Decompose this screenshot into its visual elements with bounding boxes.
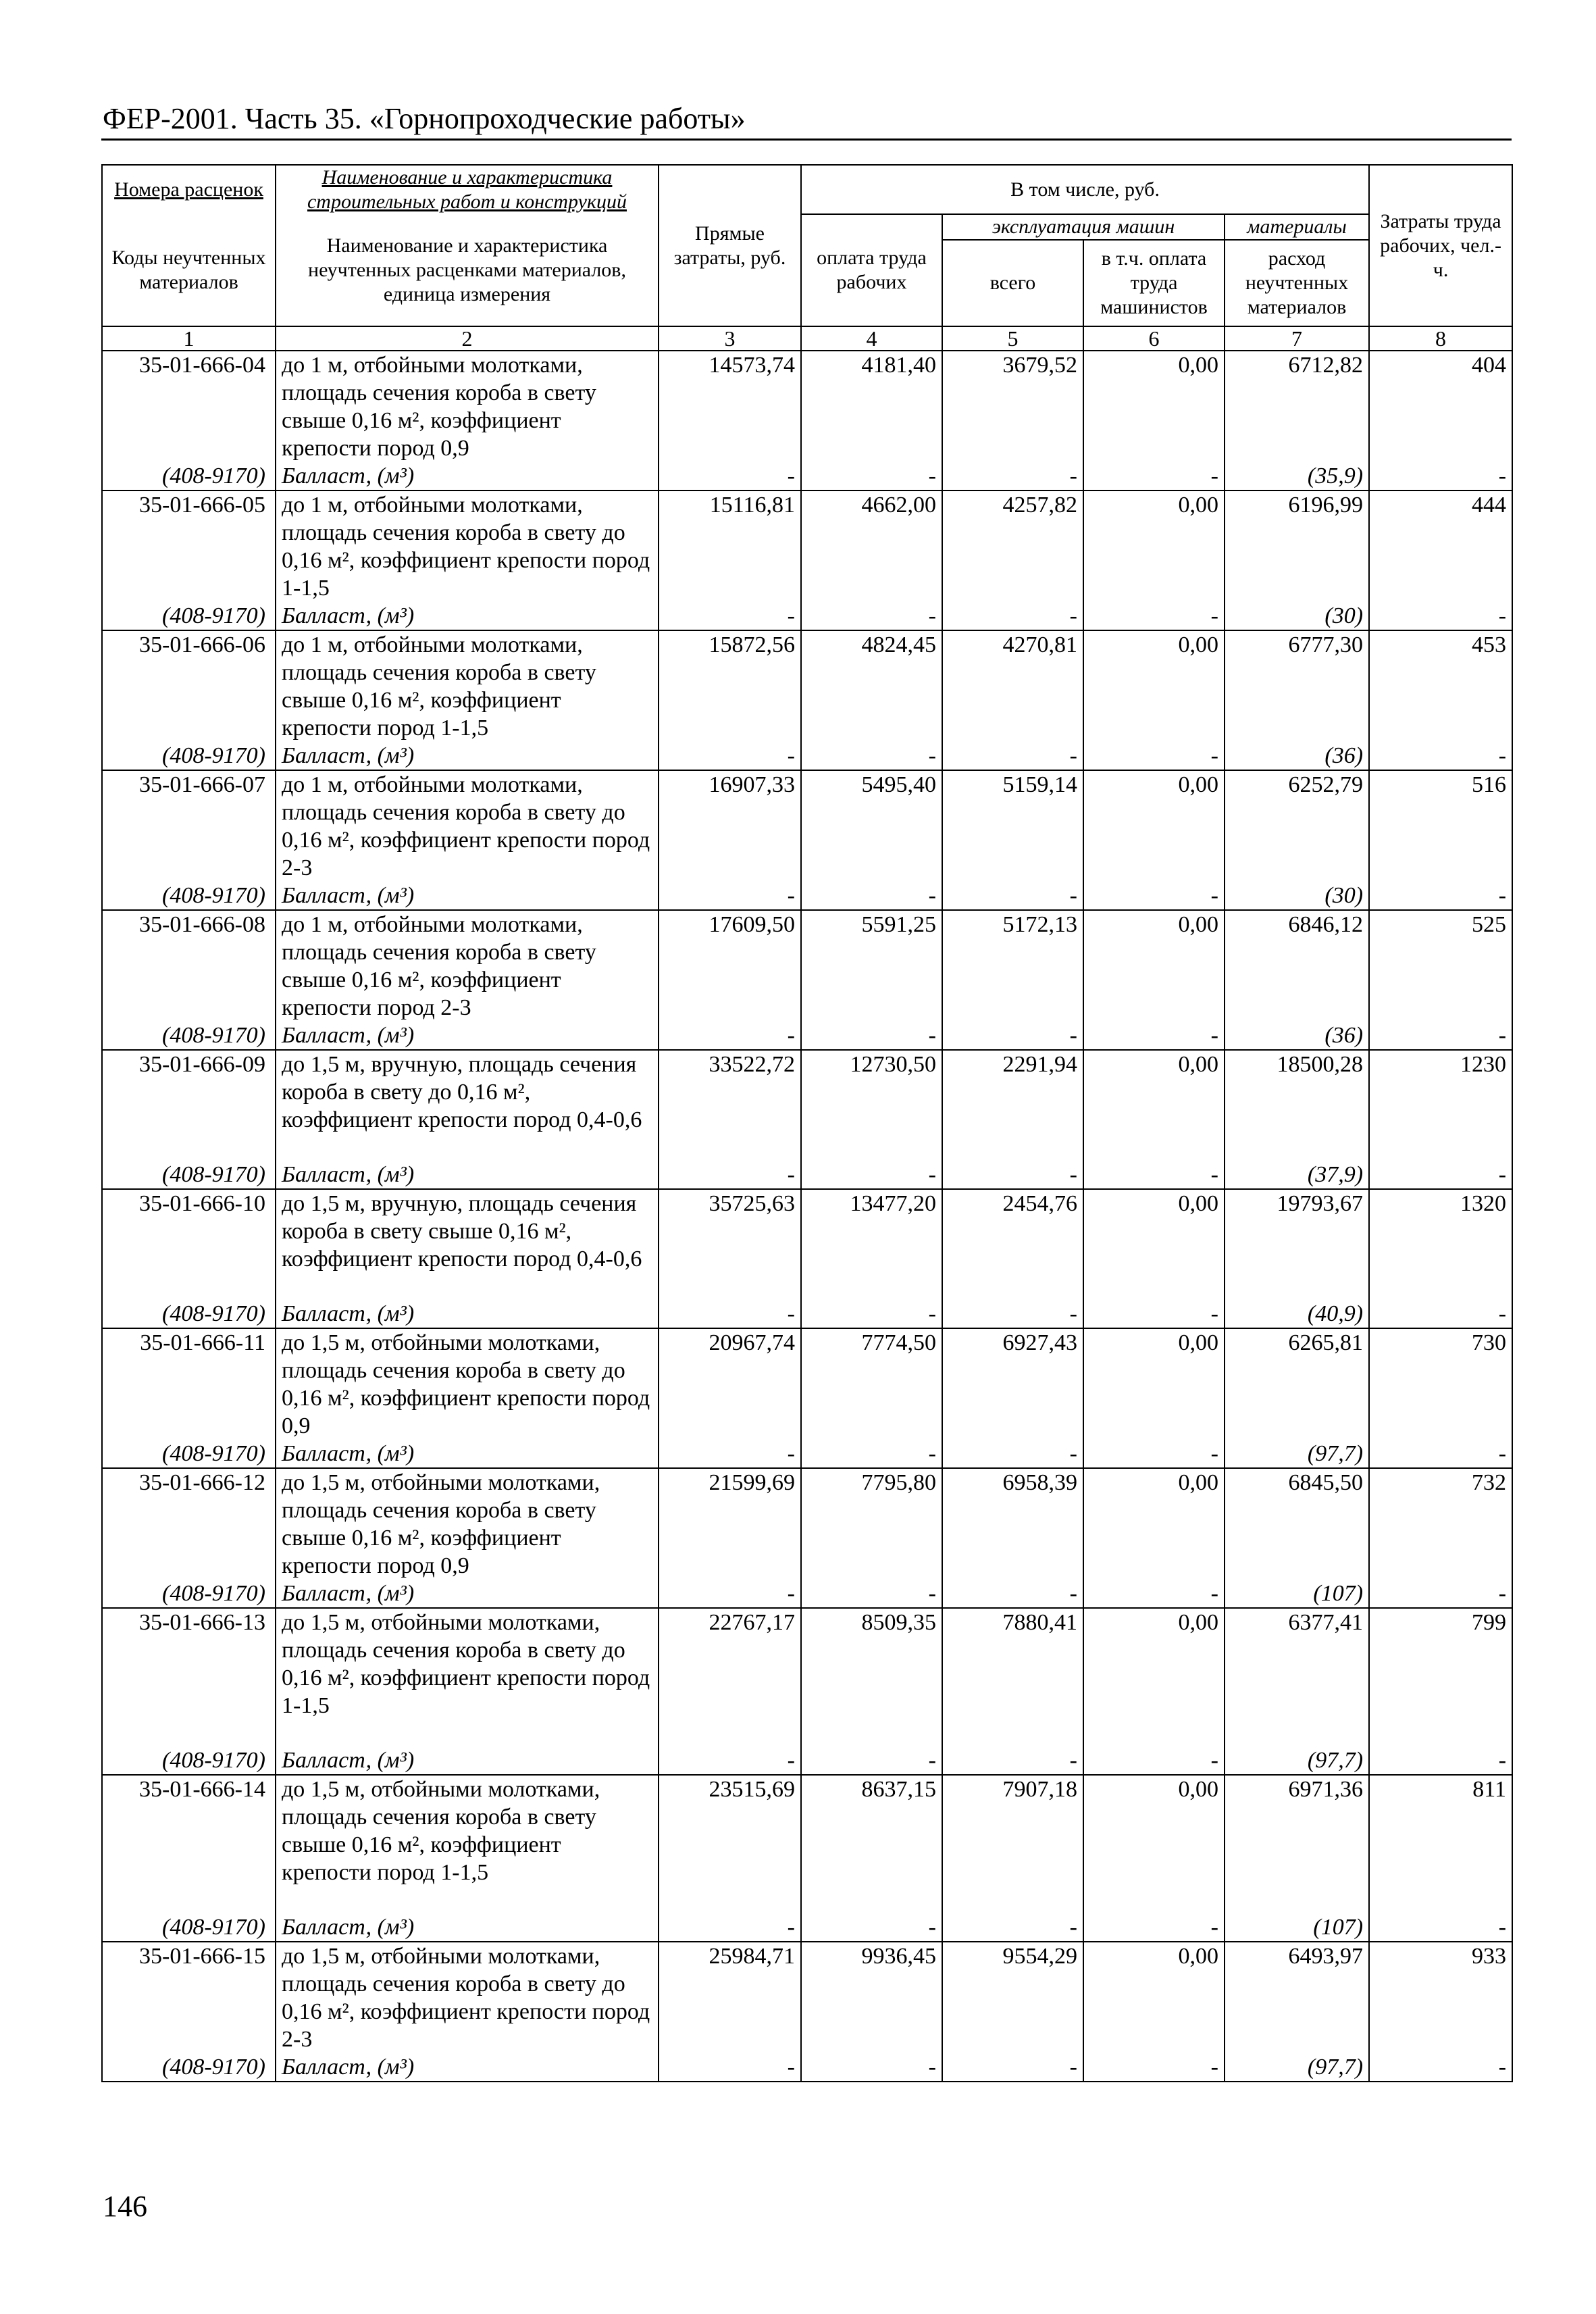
header-rate-numbers: Номера расценок <box>102 165 276 214</box>
direct-cost: 15116,81 <box>659 491 801 602</box>
work-description: до 1,5 м, вручную, площадь сечения короба в свету свыше 0,16 м², коэффициент крепости пород 0,4-0,6 <box>276 1189 659 1300</box>
machines-total: - <box>942 1440 1083 1468</box>
machinist-pay: - <box>1083 1440 1225 1468</box>
material-row <box>102 1913 1512 1942</box>
direct-cost: - <box>659 602 801 630</box>
machines-total: 7907,18 <box>942 1775 1083 1913</box>
material-code: (408-9170) <box>102 1161 276 1189</box>
direct-cost: - <box>659 1022 801 1050</box>
materials-cost: 6846,12 <box>1225 910 1369 1022</box>
machinist-pay: 0,00 <box>1083 351 1225 462</box>
labor-pay: 4824,45 <box>801 630 942 742</box>
header-rule <box>101 139 1512 141</box>
labor-pay: - <box>801 462 942 491</box>
labor-pay: 9936,45 <box>801 1942 942 2053</box>
work-description: до 1,5 м, отбойными молотками, площадь сечения короба в свету свыше 0,16 м², коэффициент крепости пород 0,9 <box>276 1468 659 1580</box>
rate-row <box>102 1189 1512 1300</box>
machines-total: 4257,82 <box>942 491 1083 602</box>
materials-cost: 6845,50 <box>1225 1468 1369 1580</box>
materials-cost: 6493,97 <box>1225 1942 1369 2053</box>
labor-pay: - <box>801 1913 942 1942</box>
material-consumption: (97,7) <box>1225 1440 1369 1468</box>
rate-code: 35-01-666-10 <box>102 1189 276 1300</box>
materials-cost: 6196,99 <box>1225 491 1369 602</box>
materials-cost: 6777,30 <box>1225 630 1369 742</box>
material-name: Балласт, (м³) <box>276 1022 659 1050</box>
machines-total: 5172,13 <box>942 910 1083 1022</box>
materials-cost: 6712,82 <box>1225 351 1369 462</box>
labor-hours: - <box>1369 1580 1512 1608</box>
material-code: (408-9170) <box>102 1022 276 1050</box>
rate-code: 35-01-666-05 <box>102 491 276 602</box>
machinist-pay: - <box>1083 882 1225 910</box>
labor-hours: 811 <box>1369 1775 1512 1913</box>
table-header <box>102 165 1512 351</box>
materials-cost: 6377,41 <box>1225 1608 1369 1746</box>
labor-pay: 4181,40 <box>801 351 942 462</box>
machinist-pay: 0,00 <box>1083 1189 1225 1300</box>
labor-pay: - <box>801 1580 942 1608</box>
machines-total: - <box>942 742 1083 770</box>
labor-hours: - <box>1369 602 1512 630</box>
machines-total: - <box>942 1300 1083 1328</box>
rate-code: 35-01-666-06 <box>102 630 276 742</box>
machines-total: 3679,52 <box>942 351 1083 462</box>
material-consumption: (97,7) <box>1225 1746 1369 1775</box>
direct-cost: - <box>659 882 801 910</box>
labor-pay: - <box>801 1300 942 1328</box>
material-name: Балласт, (м³) <box>276 1580 659 1608</box>
rate-code: 35-01-666-13 <box>102 1608 276 1746</box>
labor-hours: 453 <box>1369 630 1512 742</box>
rate-row <box>102 1942 1512 2053</box>
rate-row <box>102 770 1512 882</box>
rate-row <box>102 491 1512 602</box>
machines-total: 2454,76 <box>942 1189 1083 1300</box>
work-description: до 1,5 м, отбойными молотками, площадь сечения короба в свету до 0,16 м², коэффициент крепости пород 1-1,5 <box>276 1608 659 1746</box>
labor-pay: - <box>801 602 942 630</box>
col-num: 7 <box>1225 326 1369 351</box>
work-description: до 1,5 м, отбойными молотками, площадь сечения короба в свету до 0,16 м², коэффициент крепости пород 0,9 <box>276 1328 659 1440</box>
rate-code: 35-01-666-14 <box>102 1775 276 1913</box>
machinist-pay: - <box>1083 742 1225 770</box>
direct-cost: 21599,69 <box>659 1468 801 1580</box>
labor-pay: 8509,35 <box>801 1608 942 1746</box>
material-name: Балласт, (м³) <box>276 1300 659 1328</box>
header-labor-hours: Затраты труда рабочих, чел.-ч. <box>1369 165 1512 326</box>
material-name: Балласт, (м³) <box>276 1913 659 1942</box>
material-row <box>102 462 1512 491</box>
material-code: (408-9170) <box>102 1440 276 1468</box>
labor-pay: - <box>801 1440 942 1468</box>
work-description: до 1 м, отбойными молотками, площадь сечения короба в свету до 0,16 м², коэффициент крепости пород 2-3 <box>276 770 659 882</box>
machinist-pay: - <box>1083 462 1225 491</box>
machines-total: 7880,41 <box>942 1608 1083 1746</box>
material-name: Балласт, (м³) <box>276 742 659 770</box>
labor-hours: 730 <box>1369 1328 1512 1440</box>
col-num: 4 <box>801 326 942 351</box>
rate-row <box>102 1050 1512 1161</box>
header-material-name: Наименование и характеристика неучтенных расценками материалов, единица измерения <box>276 214 659 326</box>
rates-table <box>101 164 1513 2082</box>
direct-cost: - <box>659 1300 801 1328</box>
material-code: (408-9170) <box>102 1746 276 1775</box>
labor-hours: 933 <box>1369 1942 1512 2053</box>
direct-cost: - <box>659 742 801 770</box>
labor-pay: - <box>801 1161 942 1189</box>
direct-cost: 35725,63 <box>659 1189 801 1300</box>
material-row <box>102 1440 1512 1468</box>
material-consumption: (107) <box>1225 1580 1369 1608</box>
material-row <box>102 1022 1512 1050</box>
labor-hours: 525 <box>1369 910 1512 1022</box>
rate-row <box>102 1608 1512 1746</box>
work-description: до 1 м, отбойными молотками, площадь сечения короба в свету свыше 0,16 м², коэффициент крепости пород 0,9 <box>276 351 659 462</box>
material-name: Балласт, (м³) <box>276 1440 659 1468</box>
machinist-pay: 0,00 <box>1083 630 1225 742</box>
machines-total: - <box>942 1022 1083 1050</box>
material-name: Балласт, (м³) <box>276 602 659 630</box>
material-consumption: (97,7) <box>1225 2053 1369 2082</box>
labor-hours: 1320 <box>1369 1189 1512 1300</box>
header-work-name: Наименование и характеристика строительных работ и конструкций <box>276 165 659 214</box>
machines-total: 4270,81 <box>942 630 1083 742</box>
direct-cost: - <box>659 2053 801 2082</box>
material-code: (408-9170) <box>102 1300 276 1328</box>
labor-pay: 13477,20 <box>801 1189 942 1300</box>
page-number: 146 <box>103 2190 147 2223</box>
header-including: В том числе, руб. <box>801 165 1369 214</box>
material-name: Балласт, (м³) <box>276 882 659 910</box>
material-consumption: (30) <box>1225 602 1369 630</box>
machinist-pay: 0,00 <box>1083 1468 1225 1580</box>
labor-pay: 5591,25 <box>801 910 942 1022</box>
header-material-consumption: расход неучтенных материалов <box>1225 240 1369 326</box>
labor-pay: - <box>801 742 942 770</box>
machines-total: - <box>942 602 1083 630</box>
material-row <box>102 742 1512 770</box>
labor-pay: - <box>801 882 942 910</box>
material-row <box>102 882 1512 910</box>
page-header: ФЕР-2001. Часть 35. «Горнопроходческие работы» <box>103 102 746 135</box>
labor-hours: - <box>1369 1746 1512 1775</box>
material-consumption: (36) <box>1225 742 1369 770</box>
machinist-pay: 0,00 <box>1083 1328 1225 1440</box>
machines-total: 6927,43 <box>942 1328 1083 1440</box>
material-row <box>102 2053 1512 2082</box>
machinist-pay: 0,00 <box>1083 1775 1225 1913</box>
machinist-pay: 0,00 <box>1083 770 1225 882</box>
labor-hours: - <box>1369 2053 1512 2082</box>
labor-pay: 4662,00 <box>801 491 942 602</box>
machinist-pay: - <box>1083 1746 1225 1775</box>
table-body <box>102 351 1512 2082</box>
col-num: 2 <box>276 326 659 351</box>
direct-cost: 33522,72 <box>659 1050 801 1161</box>
direct-cost: 25984,71 <box>659 1942 801 2053</box>
rate-row <box>102 1468 1512 1580</box>
direct-cost: - <box>659 1746 801 1775</box>
labor-pay: 7795,80 <box>801 1468 942 1580</box>
materials-cost: 6971,36 <box>1225 1775 1369 1913</box>
direct-cost: 17609,50 <box>659 910 801 1022</box>
direct-cost: 16907,33 <box>659 770 801 882</box>
machines-total: - <box>942 882 1083 910</box>
material-consumption: (37,9) <box>1225 1161 1369 1189</box>
machines-total: 6958,39 <box>942 1468 1083 1580</box>
machinist-pay: 0,00 <box>1083 1050 1225 1161</box>
col-num: 5 <box>942 326 1083 351</box>
work-description: до 1,5 м, отбойными молотками, площадь сечения короба в свету свыше 0,16 м², коэффициент крепости пород 1-1,5 <box>276 1775 659 1913</box>
direct-cost: - <box>659 462 801 491</box>
rate-code: 35-01-666-15 <box>102 1942 276 2053</box>
labor-hours: - <box>1369 1300 1512 1328</box>
machinist-pay: 0,00 <box>1083 1608 1225 1746</box>
direct-cost: - <box>659 1440 801 1468</box>
rate-row <box>102 1775 1512 1913</box>
labor-hours: - <box>1369 1022 1512 1050</box>
material-code: (408-9170) <box>102 882 276 910</box>
labor-hours: 516 <box>1369 770 1512 882</box>
labor-pay: - <box>801 1022 942 1050</box>
direct-cost: 23515,69 <box>659 1775 801 1913</box>
work-description: до 1,5 м, отбойными молотками, площадь сечения короба в свету до 0,16 м², коэффициент крепости пород 2-3 <box>276 1942 659 2053</box>
material-name: Балласт, (м³) <box>276 1746 659 1775</box>
labor-pay: 5495,40 <box>801 770 942 882</box>
material-code: (408-9170) <box>102 1580 276 1608</box>
labor-pay: 12730,50 <box>801 1050 942 1161</box>
col-num: 3 <box>659 326 801 351</box>
machines-total: 9554,29 <box>942 1942 1083 2053</box>
materials-cost: 6265,81 <box>1225 1328 1369 1440</box>
labor-hours: - <box>1369 742 1512 770</box>
work-description: до 1 м, отбойными молотками, площадь сечения короба в свету свыше 0,16 м², коэффициент крепости пород 1-1,5 <box>276 630 659 742</box>
rate-row <box>102 1328 1512 1440</box>
machinist-pay: - <box>1083 1161 1225 1189</box>
direct-cost: 15872,56 <box>659 630 801 742</box>
labor-hours: - <box>1369 1440 1512 1468</box>
materials-cost: 18500,28 <box>1225 1050 1369 1161</box>
material-consumption: (107) <box>1225 1913 1369 1942</box>
direct-cost: - <box>659 1913 801 1942</box>
machines-total: - <box>942 1161 1083 1189</box>
col-num: 8 <box>1369 326 1512 351</box>
machines-total: - <box>942 462 1083 491</box>
col-num: 6 <box>1083 326 1225 351</box>
header-machines: эксплуатация машин <box>942 214 1225 240</box>
machines-total: 2291,94 <box>942 1050 1083 1161</box>
machines-total: - <box>942 1913 1083 1942</box>
material-code: (408-9170) <box>102 1913 276 1942</box>
direct-cost: 20967,74 <box>659 1328 801 1440</box>
direct-cost: - <box>659 1580 801 1608</box>
header-machinist-pay: в т.ч. оплата труда машинистов <box>1083 240 1225 326</box>
material-code: (408-9170) <box>102 602 276 630</box>
rate-code: 35-01-666-08 <box>102 910 276 1022</box>
material-row <box>102 602 1512 630</box>
material-row <box>102 1161 1512 1189</box>
machinist-pay: - <box>1083 1022 1225 1050</box>
rate-code: 35-01-666-11 <box>102 1328 276 1440</box>
rate-code: 35-01-666-12 <box>102 1468 276 1580</box>
direct-cost: 14573,74 <box>659 351 801 462</box>
rate-row <box>102 910 1512 1022</box>
rate-code: 35-01-666-04 <box>102 351 276 462</box>
labor-pay: 7774,50 <box>801 1328 942 1440</box>
machinist-pay: 0,00 <box>1083 491 1225 602</box>
material-name: Балласт, (м³) <box>276 2053 659 2082</box>
machinist-pay: - <box>1083 1580 1225 1608</box>
labor-pay: 8637,15 <box>801 1775 942 1913</box>
machines-total: - <box>942 1580 1083 1608</box>
header-material-codes: Коды неучтенных материалов <box>102 214 276 326</box>
work-description: до 1 м, отбойными молотками, площадь сечения короба в свету до 0,16 м², коэффициент крепости пород 1-1,5 <box>276 491 659 602</box>
work-description: до 1,5 м, вручную, площадь сечения короба в свету до 0,16 м², коэффициент крепости пород 0,4-0,6 <box>276 1050 659 1161</box>
machines-total: - <box>942 1746 1083 1775</box>
direct-cost: 22767,17 <box>659 1608 801 1746</box>
machinist-pay: - <box>1083 1913 1225 1942</box>
material-code: (408-9170) <box>102 2053 276 2082</box>
header-direct-costs: Прямые затраты, руб. <box>659 165 801 326</box>
labor-hours: 444 <box>1369 491 1512 602</box>
machinist-pay: 0,00 <box>1083 1942 1225 2053</box>
material-consumption: (30) <box>1225 882 1369 910</box>
material-consumption: (35,9) <box>1225 462 1369 491</box>
labor-hours: 732 <box>1369 1468 1512 1580</box>
header-labor-pay: оплата труда рабочих <box>801 214 942 326</box>
materials-cost: 6252,79 <box>1225 770 1369 882</box>
rate-code: 35-01-666-07 <box>102 770 276 882</box>
rate-row <box>102 630 1512 742</box>
labor-hours: - <box>1369 1913 1512 1942</box>
machinist-pay: - <box>1083 1300 1225 1328</box>
machines-total: - <box>942 2053 1083 2082</box>
labor-pay: - <box>801 1746 942 1775</box>
labor-hours: - <box>1369 462 1512 491</box>
material-consumption: (36) <box>1225 1022 1369 1050</box>
labor-hours: 1230 <box>1369 1050 1512 1161</box>
rate-row <box>102 351 1512 462</box>
material-code: (408-9170) <box>102 742 276 770</box>
material-name: Балласт, (м³) <box>276 462 659 491</box>
material-name: Балласт, (м³) <box>276 1161 659 1189</box>
labor-hours: 799 <box>1369 1608 1512 1746</box>
materials-cost: 19793,67 <box>1225 1189 1369 1300</box>
column-number-row <box>102 326 1512 351</box>
labor-hours: - <box>1369 1161 1512 1189</box>
rate-code: 35-01-666-09 <box>102 1050 276 1161</box>
material-row <box>102 1746 1512 1775</box>
machinist-pay: - <box>1083 2053 1225 2082</box>
material-consumption: (40,9) <box>1225 1300 1369 1328</box>
labor-hours: 404 <box>1369 351 1512 462</box>
labor-hours: - <box>1369 882 1512 910</box>
machinist-pay: - <box>1083 602 1225 630</box>
material-row <box>102 1300 1512 1328</box>
material-code: (408-9170) <box>102 462 276 491</box>
machines-total: 5159,14 <box>942 770 1083 882</box>
header-machines-total: всего <box>942 240 1083 326</box>
col-num: 1 <box>102 326 276 351</box>
direct-cost: - <box>659 1161 801 1189</box>
work-description: до 1 м, отбойными молотками, площадь сечения короба в свету свыше 0,16 м², коэффициент крепости пород 2-3 <box>276 910 659 1022</box>
labor-pay: - <box>801 2053 942 2082</box>
material-row <box>102 1580 1512 1608</box>
machinist-pay: 0,00 <box>1083 910 1225 1022</box>
header-materials: материалы <box>1225 214 1369 240</box>
